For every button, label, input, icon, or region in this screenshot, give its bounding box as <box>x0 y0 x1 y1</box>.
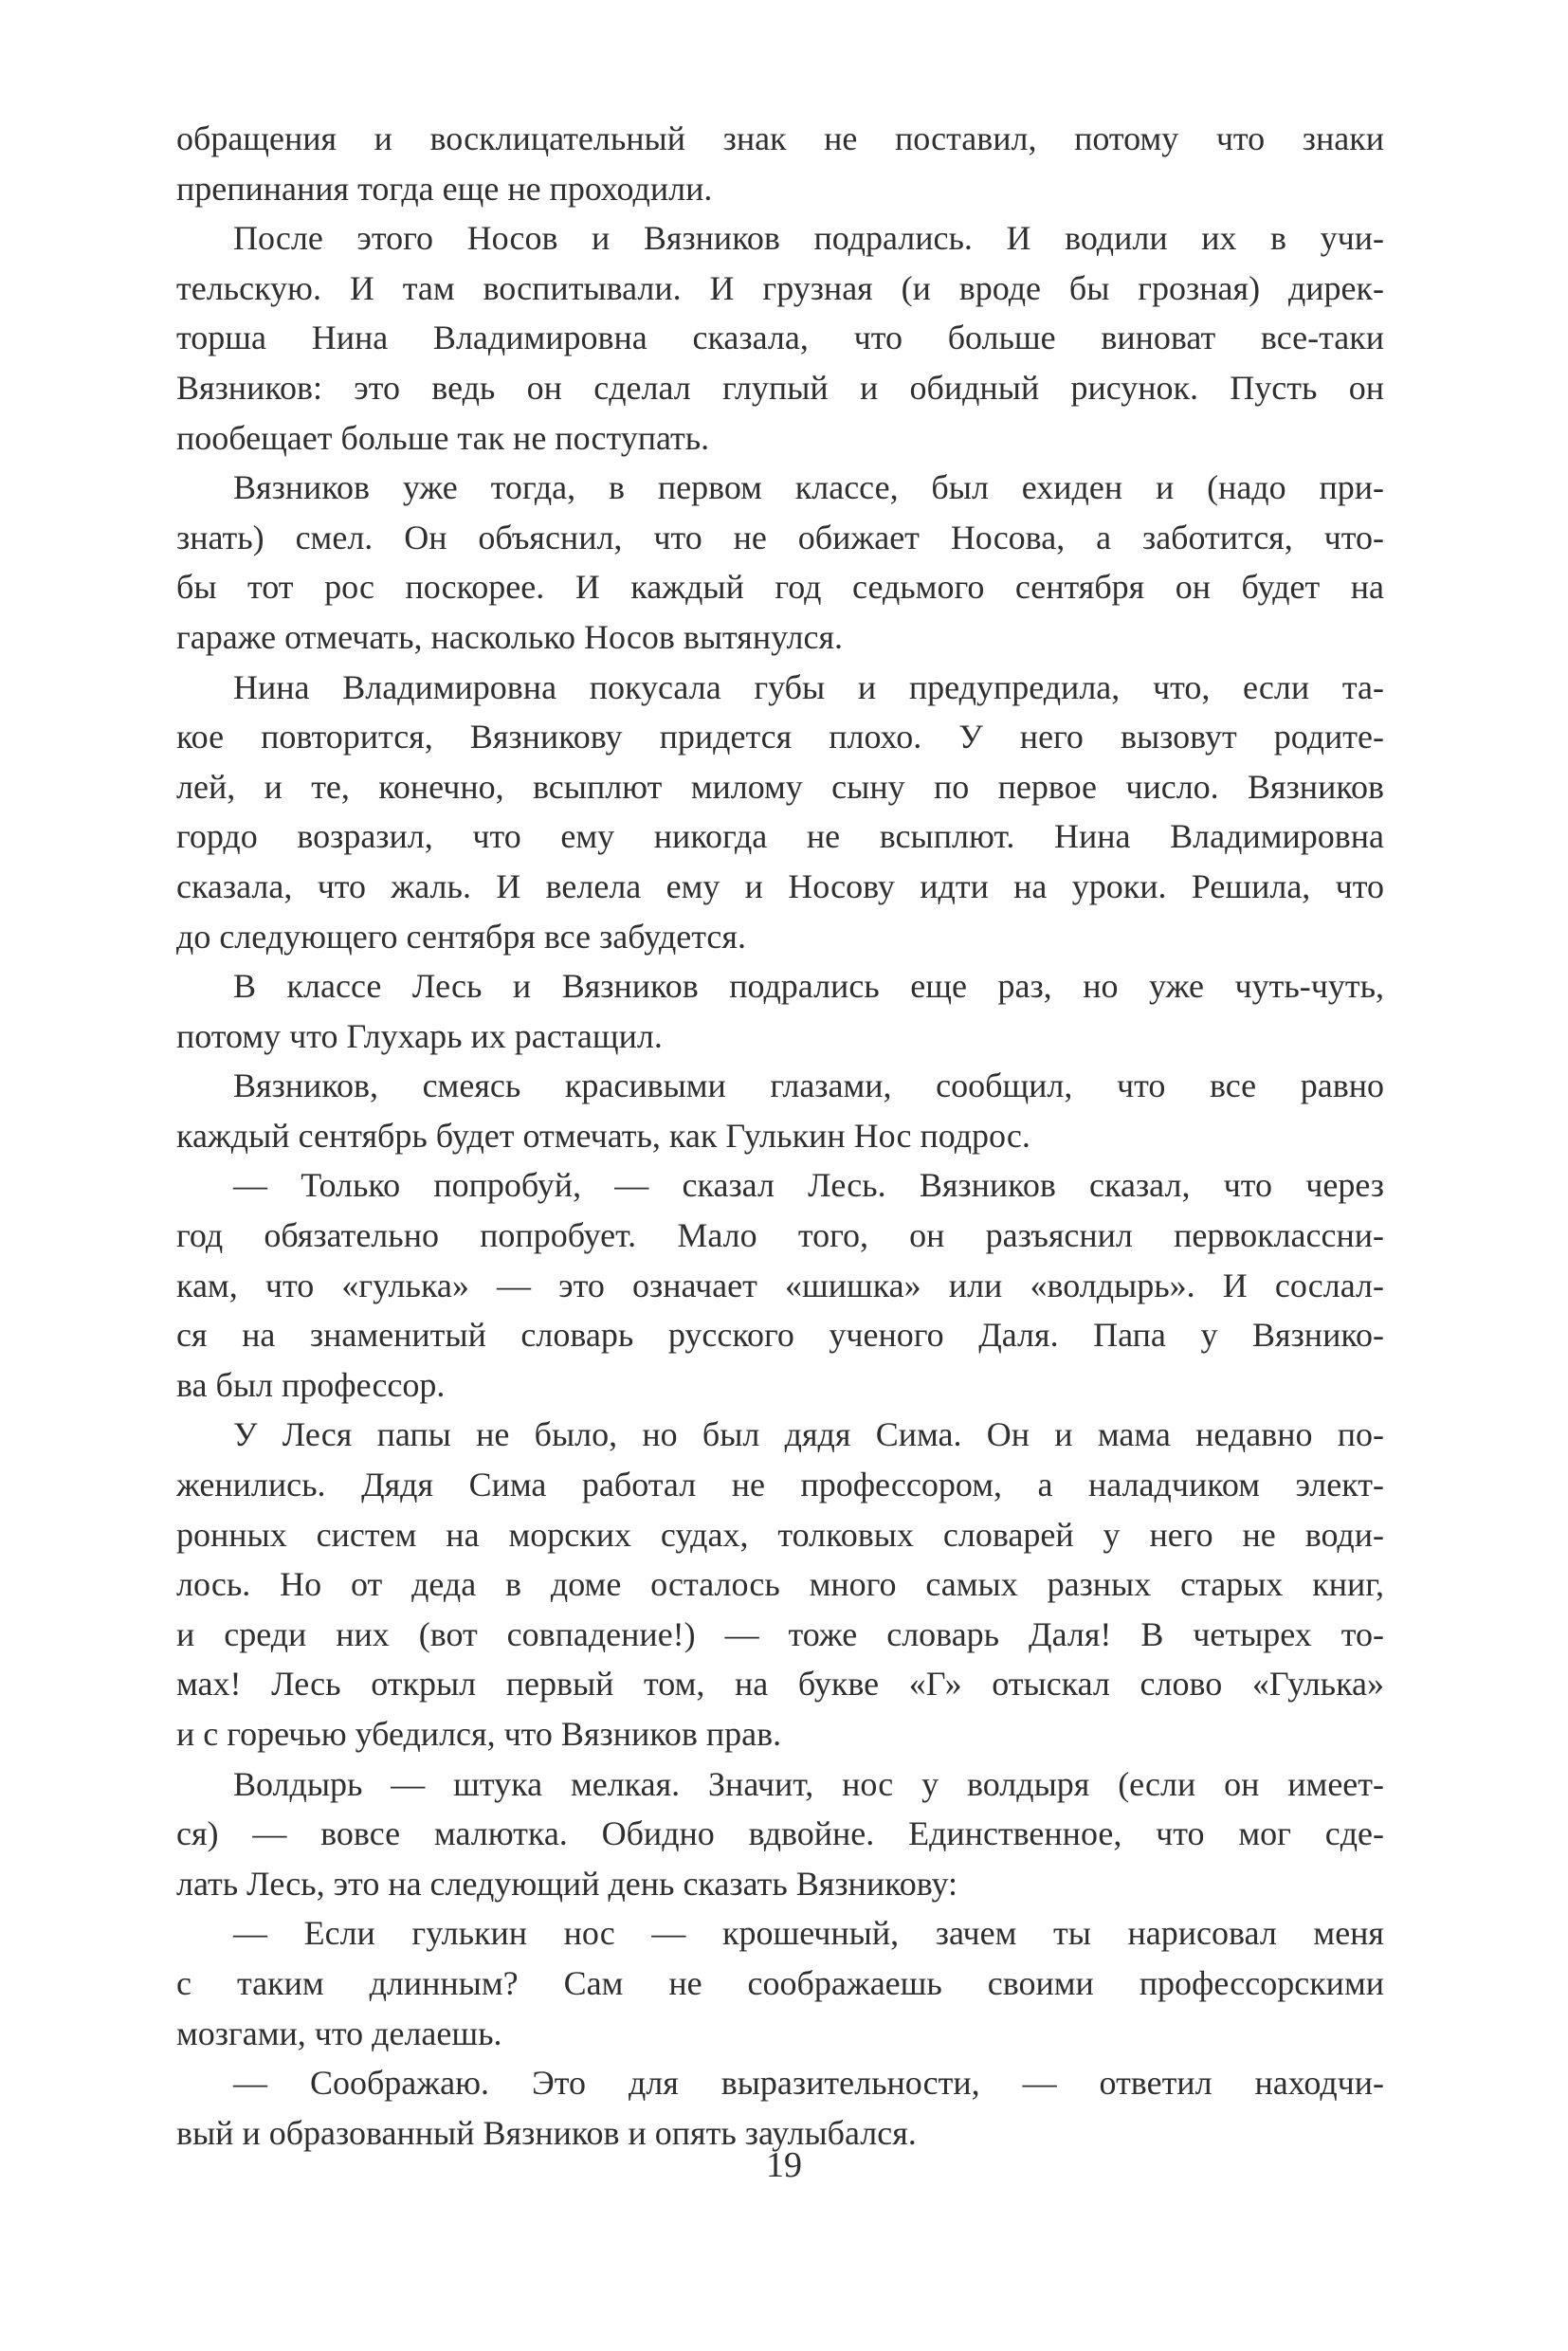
text-line: лось. Но от деда в доме осталось много самых разных старых книг, <box>176 1565 1384 1604</box>
text-line: После этого Носов и Вязников подрались. И водили их в учи- <box>233 219 1384 258</box>
text-line: вый и образованный Вязников и опять заулыбался. <box>176 2113 917 2152</box>
text-line: ся) — вовсе малютка. Обидно вдвойне. Единственное, что мог сде- <box>176 1814 1384 1853</box>
text-line: Вязников: это ведь он сделал глупый и обидный рисунок. Пусть он <box>176 368 1384 407</box>
text-line: ронных систем на морских судах, толковых словарей у него не води- <box>176 1515 1384 1554</box>
text-line: мозгами, что делаешь. <box>176 2014 502 2052</box>
text-line: бы тот рос поскорее. И каждый год седьмого сентября он будет на <box>176 568 1384 607</box>
text-line: В классе Лесь и Вязников подрались еще раз, но уже чуть-чуть, <box>233 967 1384 1006</box>
text-line: год обязательно попробует. Мало того, он разъяснил первоклассни- <box>176 1216 1384 1255</box>
text-line: обращения и восклицательный знак не поставил, потому что знаки <box>176 119 1384 157</box>
text-line: мах! Лесь открыл первый том, на букве «Г» отыскал слово «Гулька» <box>176 1665 1384 1704</box>
text-line: У Леся папы не было, но был дядя Сима. Он и мама недавно по- <box>233 1415 1384 1454</box>
text-line: ва был профессор. <box>176 1365 446 1404</box>
body-text <box>176 114 1384 2158</box>
text-line: и среди них (вот совпадение!) — тоже словарь Даля! В четырех то- <box>176 1614 1384 1653</box>
text-line: Нина Владимировна покусала губы и предупредила, что, если та- <box>233 667 1384 706</box>
text-line: — Если гулькин нос — крошечный, зачем ты нарисовал меня <box>233 1914 1384 1953</box>
text-line: — Соображаю. Это для выразительности, — ответил находчи- <box>233 2064 1384 2103</box>
text-line: кам, что «гулька» — это означает «шишка» или «волдырь». И сослал- <box>176 1266 1384 1304</box>
text-line: лей, и те, конечно, всыплют милому сыну по первое число. Вязников <box>176 767 1384 806</box>
text-line: — Только попробуй, — сказал Лесь. Вязников сказал, что через <box>233 1166 1384 1205</box>
text-line: и с горечью убедился, что Вязников прав. <box>176 1715 782 1753</box>
text-line: пообещает больше так не поступать. <box>176 418 710 457</box>
text-line: гараже отмечать, насколько Носов вытянулся. <box>176 617 844 656</box>
text-line: сказала, что жаль. И велела ему и Носову идти на уроки. Решила, что <box>176 866 1384 905</box>
text-line: Вязников уже тогда, в первом классе, был ехиден и (надо при- <box>233 468 1384 507</box>
text-line: кое повторится, Вязникову придется плохо. У него вызовут родите- <box>176 718 1384 756</box>
text-line: Волдырь — штука мелкая. Значит, нос у волдыря (если он имеет- <box>233 1764 1384 1803</box>
text-line: с таким длинным? Сам не соображаешь своими профессорскими <box>176 1963 1384 2002</box>
text-line: каждый сентябрь будет отмечать, как Гулькин Нос подрос. <box>176 1116 1030 1155</box>
text-line: Вязников, смеясь красивыми глазами, сообщил, что все равно <box>233 1066 1384 1105</box>
page-number: 19 <box>766 2145 802 2185</box>
text-line: торша Нина Владимировна сказала, что больше виноват все-таки <box>176 319 1384 357</box>
text-line: ся на знаменитый словарь русского ученого Даля. Папа у Вязнико- <box>176 1316 1384 1355</box>
text-line: лать Лесь, это на следующий день сказать Вязникову: <box>176 1864 958 1903</box>
text-line: препинания тогда еще не проходили. <box>176 169 713 208</box>
text-line: женились. Дядя Сима работал не профессором, а наладчиком элект- <box>176 1466 1384 1504</box>
text-line: до следующего сентября все забудется. <box>176 917 746 956</box>
text-line: знать) смел. Он объяснил, что не обижает Носова, а заботится, что- <box>176 518 1384 556</box>
text-line: тельскую. И там воспитывали. И грузная (и вроде бы грозная) дирек- <box>176 268 1384 307</box>
text-line: потому что Глухарь их растащил. <box>176 1016 663 1055</box>
text-line: гордо возразил, что ему никогда не всыплют. Нина Владимировна <box>176 817 1384 856</box>
